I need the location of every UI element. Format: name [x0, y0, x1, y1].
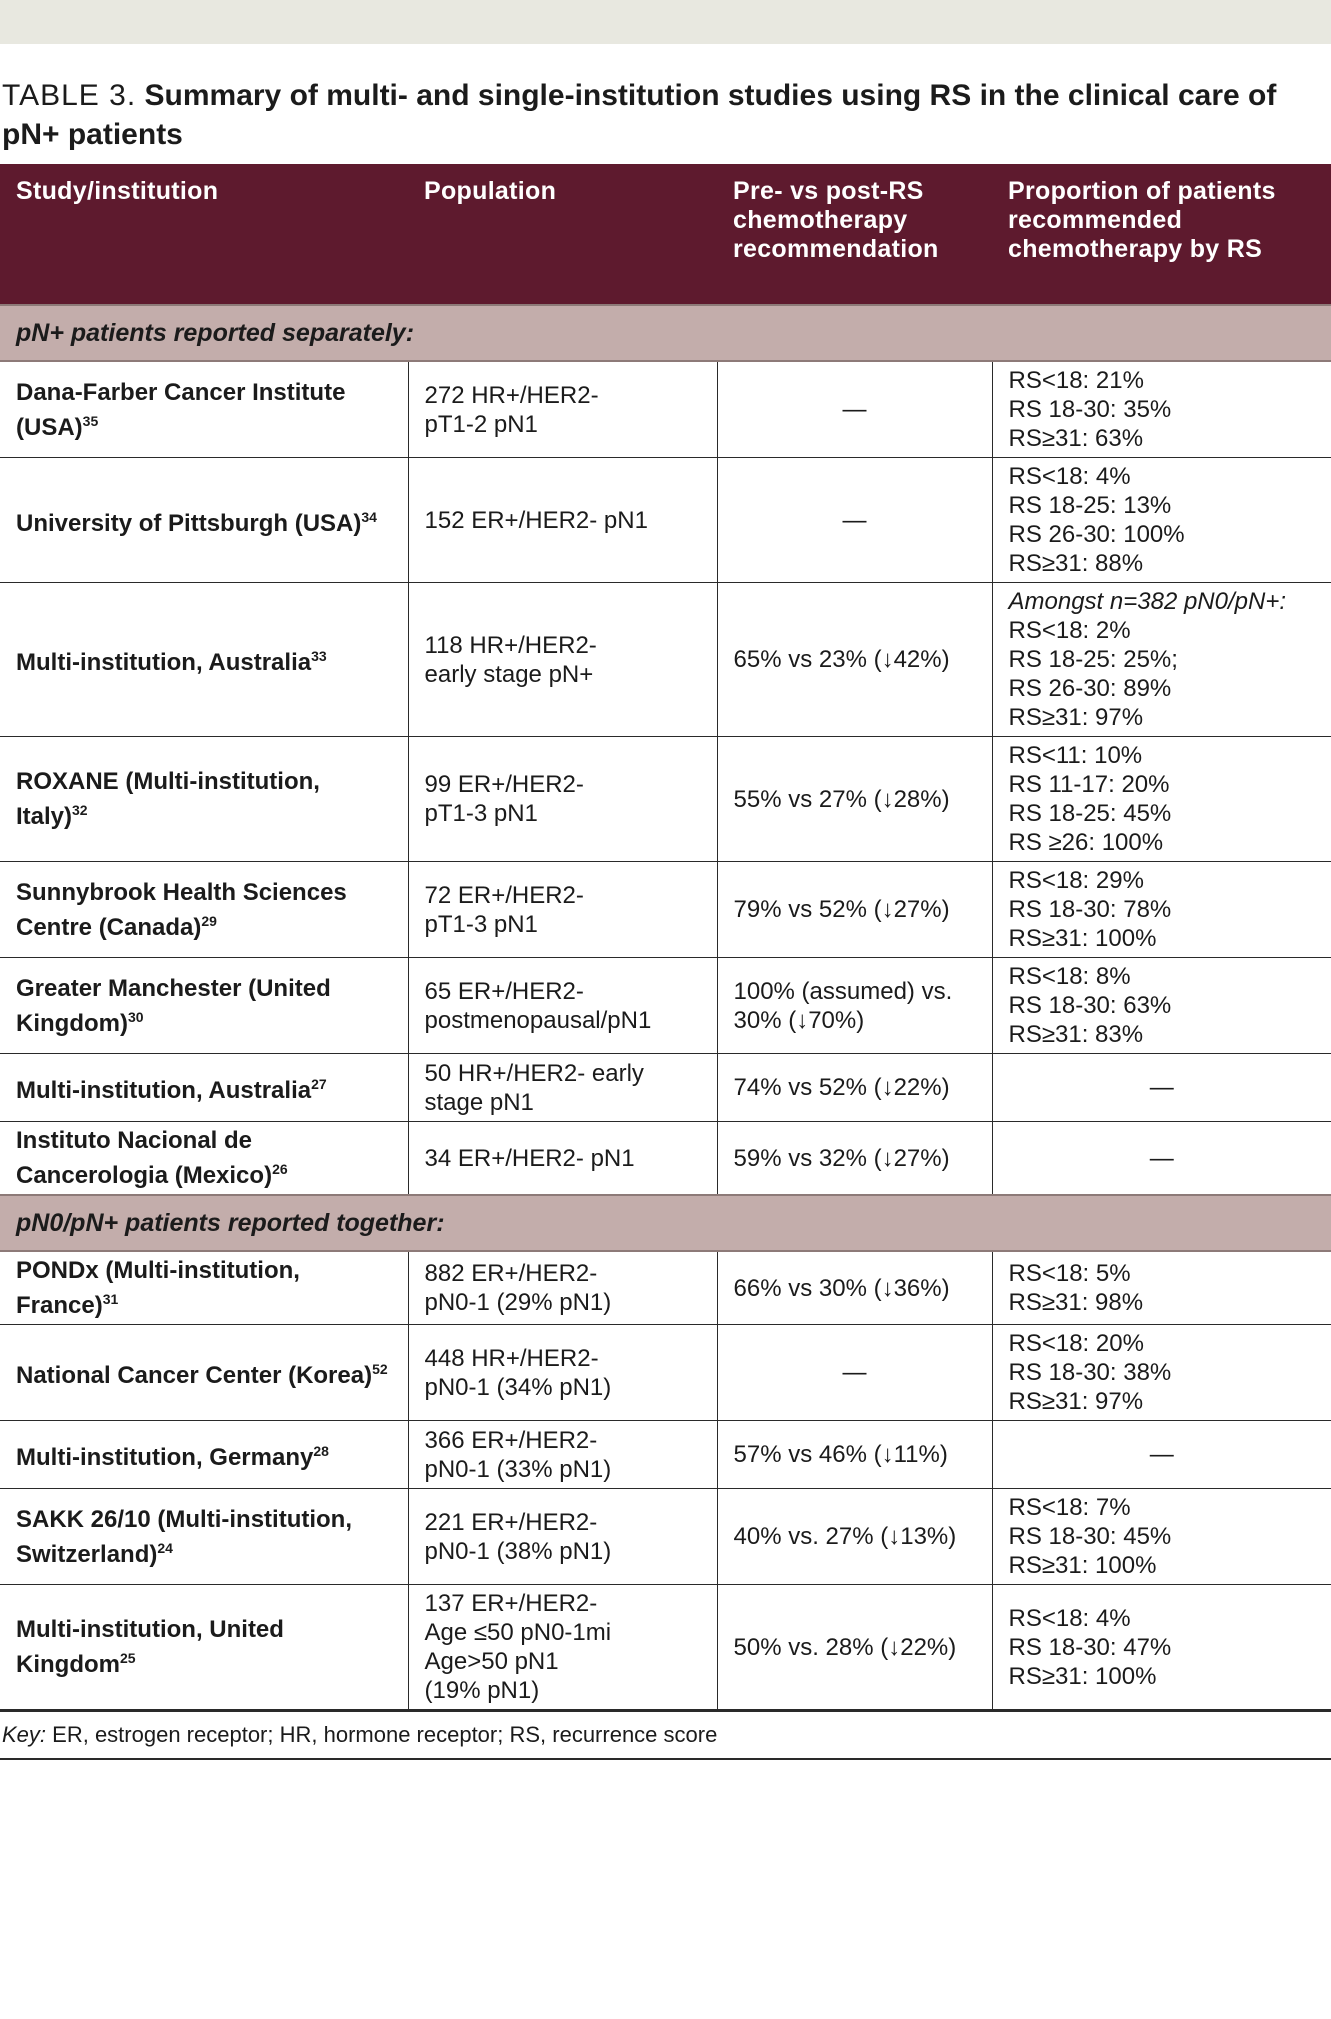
population-cell: 448 HR+/HER2- pN0-1 (34% pN1): [408, 1325, 717, 1421]
proportion-cell: —: [992, 1122, 1331, 1196]
study-cell: [0, 862, 408, 958]
proportion-cell: [992, 361, 1331, 458]
population-cell: 65 ER+/HER2- postmenopausal/pN1: [408, 958, 717, 1054]
study-cell: [0, 737, 408, 862]
proportion-line: RS 18-25: 45%: [1008, 800, 1172, 827]
proportion-cell: [992, 1489, 1331, 1585]
proportion-line: RS<18: 20%: [1008, 1330, 1144, 1357]
study-name: Greater Manchester (United Kingdom): [16, 974, 331, 1037]
study-name: Sunnybrook Health Sciences Centre (Canada): [16, 878, 347, 941]
table-row: [0, 361, 1331, 458]
study-name: Multi-institution, United Kingdom: [16, 1616, 284, 1678]
proportion-cell: [992, 1251, 1331, 1325]
study-cell: [0, 1421, 408, 1489]
study-name: Instituto Nacional de Cancerologia (Mexico): [16, 1127, 273, 1189]
proportion-line: RS 18-30: 35%: [1008, 396, 1172, 423]
study-cell: [0, 458, 408, 583]
study-ref: 34: [361, 508, 377, 525]
proportion-line: RS ≥26: 100%: [1008, 829, 1164, 856]
population-cell: 137 ER+/HER2- Age ≤50 pN0-1mi Age>50 pN1 (19% pN1): [408, 1585, 717, 1710]
proportion-line: RS 18-30: 78%: [1008, 896, 1172, 923]
study-ref: 30: [127, 1008, 144, 1025]
change-cell: —: [717, 361, 992, 458]
table-row: [0, 737, 1331, 862]
section-row: [0, 1195, 1331, 1251]
header-proportion: Proportion of patients recommended chemotherapy by RS: [1008, 177, 1276, 263]
proportion-line: RS 18-30: 38%: [1008, 1359, 1172, 1386]
proportion-line: RS<18: 29%: [1008, 867, 1144, 894]
proportion-line: RS≥31: 97%: [1008, 1388, 1144, 1415]
change-cell: 50% vs. 28% (↓22%): [717, 1585, 992, 1710]
proportion-line: RS<18: 2%: [1008, 617, 1131, 644]
study-cell: [0, 583, 408, 737]
study-ref: 31: [102, 1291, 119, 1307]
studies-table: [0, 164, 1331, 1710]
proportion-line: RS 26-30: 100%: [1008, 521, 1185, 548]
study-name: Multi-institution, Australia: [16, 649, 312, 676]
table-row: [0, 1251, 1331, 1325]
table-row: [0, 958, 1331, 1054]
proportion-line: RS 18-30: 47%: [1008, 1633, 1172, 1661]
population-cell: 50 HR+/HER2- early stage pN1: [408, 1054, 717, 1122]
study-cell: [0, 1054, 408, 1122]
change-cell: 65% vs 23% (↓42%): [717, 583, 992, 737]
proportion-cell: [992, 583, 1331, 737]
population-cell: 882 ER+/HER2- pN0-1 (29% pN1): [408, 1251, 717, 1325]
change-cell: —: [717, 458, 992, 583]
table-row: [0, 1054, 1331, 1122]
table-row: [0, 583, 1331, 737]
section-row: [0, 305, 1331, 361]
top-band: [0, 0, 1331, 44]
proportion-line: RS<11: 10%: [1008, 742, 1143, 769]
table-body: [0, 305, 1331, 1710]
proportion-line: RS≥31: 100%: [1008, 1662, 1157, 1690]
study-cell: [0, 1585, 408, 1710]
proportion-line: RS≥31: 97%: [1008, 704, 1144, 731]
table-row: [0, 1489, 1331, 1585]
proportion-cell: —: [992, 1054, 1331, 1122]
bottom-rule: [0, 1758, 1331, 1760]
proportion-line: RS 18-25: 25%;: [1008, 646, 1178, 673]
study-name: ROXANE (Multi-institution, Italy): [16, 768, 320, 830]
change-cell: 79% vs 52% (↓27%): [717, 862, 992, 958]
proportion-line: RS 11-17: 20%: [1008, 771, 1170, 798]
population-cell: 99 ER+/HER2- pT1-3 pN1: [408, 737, 717, 862]
study-ref: 28: [313, 1443, 329, 1459]
table-key: [0, 1710, 1331, 1748]
study-ref: 35: [82, 412, 99, 429]
table-title: [2, 76, 1331, 154]
population-cell: 272 HR+/HER2- pT1-2 pN1: [408, 361, 717, 458]
change-cell: 59% vs 32% (↓27%): [717, 1122, 992, 1196]
change-cell: —: [717, 1325, 992, 1421]
study-cell: [0, 1489, 408, 1585]
proportion-line: RS<18: 8%: [1008, 963, 1131, 990]
population-cell: 366 ER+/HER2- pN0-1 (33% pN1): [408, 1421, 717, 1489]
proportion-line: RS≥31: 100%: [1008, 1552, 1157, 1579]
table-row: [0, 862, 1331, 958]
proportion-line: RS≥31: 98%: [1008, 1289, 1144, 1316]
study-name: PONDx (Multi-institution, France): [16, 1257, 300, 1319]
proportion-cell: [992, 1585, 1331, 1710]
proportion-line: RS 18-30: 45%: [1008, 1523, 1172, 1550]
proportion-line: RS≥31: 63%: [1008, 425, 1144, 452]
proportion-line: RS<18: 7%: [1008, 1494, 1131, 1521]
table-row: [0, 458, 1331, 583]
table-row: [0, 1585, 1331, 1710]
proportion-line: RS 26-30: 89%: [1008, 675, 1172, 702]
study-name: Multi-institution, Germany: [16, 1444, 314, 1471]
key-text: ER, estrogen receptor; HR, hormone receptor; RS, recurrence score: [52, 1722, 718, 1747]
study-cell: [0, 958, 408, 1054]
change-cell: 66% vs 30% (↓36%): [717, 1251, 992, 1325]
proportion-line: RS≥31: 100%: [1008, 925, 1157, 952]
header-change: Pre- vs post-RS chemotherapy recommendation: [733, 177, 939, 263]
study-ref: 32: [72, 802, 88, 818]
proportion-line: RS<18: 5%: [1008, 1260, 1131, 1287]
table-header-row: [0, 164, 1331, 305]
section-label: pN+ patients reported separately:: [0, 305, 1331, 361]
study-name: University of Pittsburgh (USA): [16, 509, 362, 537]
study-ref: 27: [311, 1076, 327, 1092]
proportion-line: RS<18: 4%: [1008, 1604, 1131, 1632]
study-cell: [0, 1325, 408, 1421]
proportion-cell: [992, 737, 1331, 862]
proportion-line: RS 18-25: 13%: [1008, 492, 1172, 519]
proportion-cell: [992, 862, 1331, 958]
table-title-text: Summary of multi- and single-institution studies using RS in the clinical care of pN+ patients: [2, 79, 1277, 151]
table-row: [0, 1421, 1331, 1489]
proportion-cell: [992, 958, 1331, 1054]
study-cell: [0, 1251, 408, 1325]
study-name: National Cancer Center (Korea): [16, 1362, 373, 1389]
study-ref: 52: [372, 1361, 388, 1377]
population-cell: 34 ER+/HER2- pN1: [408, 1122, 717, 1196]
population-cell: 221 ER+/HER2- pN0-1 (38% pN1): [408, 1489, 717, 1585]
change-cell: 55% vs 27% (↓28%): [717, 737, 992, 862]
population-cell: 152 ER+/HER2- pN1: [408, 458, 717, 583]
change-cell: 57% vs 46% (↓11%): [717, 1421, 992, 1489]
study-name: Multi-institution, Australia: [16, 1077, 312, 1104]
proportion-line: RS≥31: 88%: [1008, 550, 1144, 577]
study-ref: 33: [311, 648, 327, 664]
study-name: Dana-Farber Cancer Institute (USA): [16, 378, 346, 441]
change-cell: 100% (assumed) vs. 30% (↓70%): [717, 958, 992, 1054]
population-cell: 72 ER+/HER2- pT1-3 pN1: [408, 862, 717, 958]
proportion-cell: [992, 1325, 1331, 1421]
study-ref: 24: [157, 1539, 173, 1556]
header-population: Population: [424, 177, 557, 205]
study-ref: 29: [201, 912, 217, 929]
proportion-line: RS≥31: 83%: [1008, 1021, 1144, 1048]
study-cell: [0, 1122, 408, 1196]
study-name: SAKK 26/10 (Multi-institution, Switzerland): [16, 1505, 352, 1568]
study-ref: 26: [272, 1161, 288, 1177]
proportion-line: RS<18: 21%: [1008, 367, 1144, 394]
proportion-line: RS<18: 4%: [1008, 463, 1131, 490]
proportion-note: Amongst n=382 pN0/pN+:: [1008, 588, 1287, 615]
study-cell: [0, 361, 408, 458]
population-cell: 118 HR+/HER2- early stage pN+: [408, 583, 717, 737]
section-label: pN0/pN+ patients reported together:: [0, 1195, 1331, 1251]
change-cell: 74% vs 52% (↓22%): [717, 1054, 992, 1122]
key-label: Key:: [2, 1722, 47, 1747]
proportion-cell: [992, 458, 1331, 583]
table-row: [0, 1325, 1331, 1421]
proportion-cell: —: [992, 1421, 1331, 1489]
proportion-line: RS 18-30: 63%: [1008, 992, 1172, 1019]
header-study: Study/institution: [16, 177, 219, 205]
table-title-label: TABLE 3.: [2, 79, 137, 112]
study-ref: 25: [119, 1650, 136, 1666]
change-cell: 40% vs. 27% (↓13%): [717, 1489, 992, 1585]
table-row: [0, 1122, 1331, 1196]
